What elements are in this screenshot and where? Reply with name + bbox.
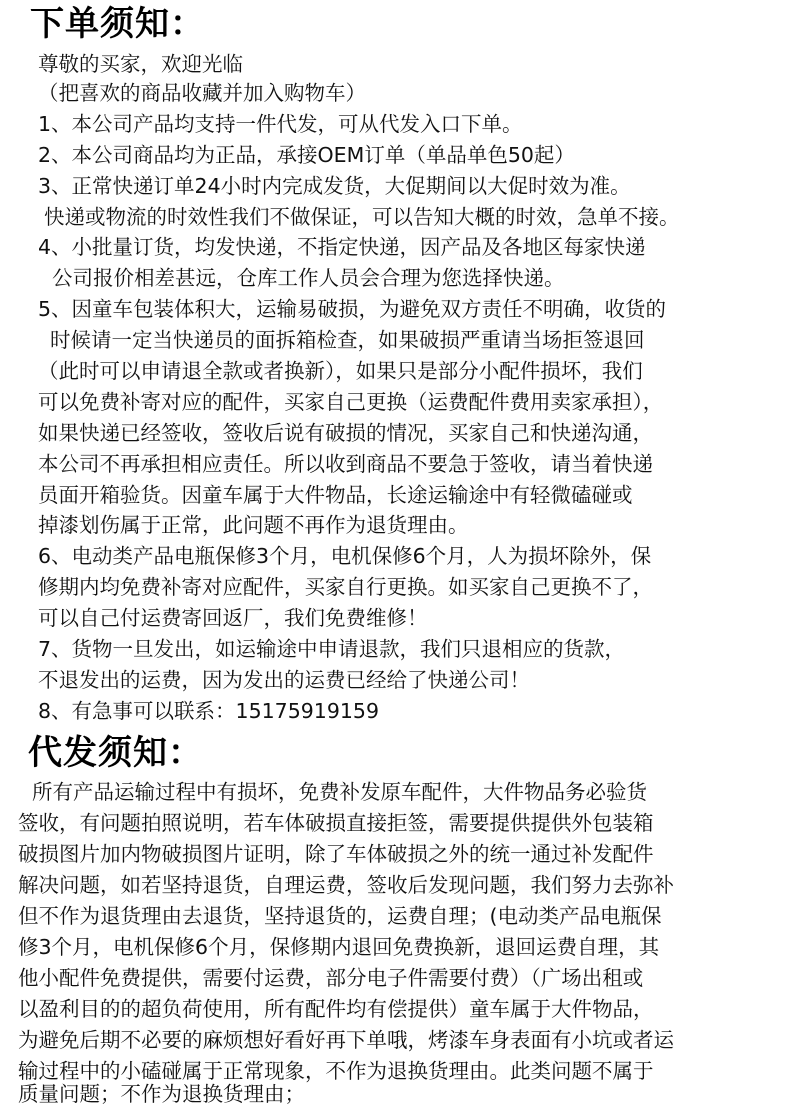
notice-line: 他小配件免费提供，需要付运费，部分电子件需要付费）（广场出租或 [18, 966, 644, 990]
notice-line: 解决问题，如若坚持退货，自理运费，签收后发现问题，我们努力去弥补 [18, 873, 674, 897]
contact-line: 8、有急事可以联系：15175919159 [38, 699, 380, 723]
notice-line: 可以自己付运费寄回返厂，我们免费维修！ [38, 606, 428, 630]
notice-line: 7、货物一旦发出，如运输途中申请退款，我们只退相应的货款， [38, 637, 626, 661]
notice-line: 3、正常快递订单24小时内完成发货，大促期间以大促时效为准。 [38, 174, 631, 198]
notice-line: 1、本公司产品均支持一件代发，可从代发入口下单。 [38, 112, 523, 136]
notice-line: 掉漆划伤属于正常，此问题不再作为退货理由。 [38, 513, 469, 537]
notice-line: 但不作为退货理由去退货，坚持退货的，运费自理；(电动类产品电瓶保 [18, 904, 662, 928]
notice-line: 4、小批量订货，均发快递，不指定快递，因产品及各地区每家快递 [38, 235, 646, 259]
notice-line: 质量问题；不作为退换货理由； [18, 1082, 305, 1106]
notice-line: 员面开箱验货。因童车属于大件物品，长途运输途中有轻微磕碰或 [38, 483, 633, 507]
notice-line: （此时可以申请退全款或者换新），如果只是部分小配件损坏，我们 [38, 359, 643, 383]
notice-line: 快递或物流的时效性我们不做保证，可以告知大概的时效，急单不接。 [44, 205, 680, 229]
notice-line: 时候请一定当快递员的面拆箱检查，如果破损严重请当场拒签退回 [50, 328, 645, 352]
notice-line: 所有产品运输过程中有损坏，免费补发原车配件，大件物品务必验货 [32, 780, 647, 804]
notice-line: 2、本公司商品均为正品，承接OEM订单（单品单色50起） [38, 143, 575, 167]
notice-line: 尊敬的买家，欢迎光临 [38, 52, 243, 76]
notice-line: 本公司不再承担相应责任。所以收到商品不要急于签收，请当着快递 [38, 452, 653, 476]
notice-line: 如果快递已经签收，签收后说有破损的情况，买家自己和快递沟通， [38, 421, 653, 445]
notice-line: 为避免后期不必要的麻烦想好看好再下单哦，烤漆车身表面有小坑或者运 [18, 1028, 674, 1052]
notice-line: （把喜欢的商品收藏并加入购物车） [38, 81, 366, 105]
dropship-notice-title: 代发须知： [28, 733, 203, 773]
notice-line: 修3个月，电机保修6个月，保修期内退回免费换新，退回运费自理，其 [18, 935, 660, 959]
notice-line: 公司报价相差甚远，仓库工作人员会合理为您选择快递。 [52, 266, 565, 290]
notice-line: 可以免费补寄对应的配件，买家自己更换（运费配件费用卖家承担）， [38, 390, 664, 414]
notice-line: 修期内均免费补寄对应配件，买家自行更换。如买家自己更换不了， [38, 575, 653, 599]
notice-line: 不退发出的运费，因为发出的运费已经给了快递公司！ [38, 668, 530, 692]
notice-line: 以盈利目的的超负荷使用，所有配件均有偿提供）童车属于大件物品， [18, 997, 654, 1021]
order-notice-title: 下单须知： [30, 4, 205, 44]
notice-line: 签收，有问题拍照说明，若车体破损直接拒签，需要提供提供外包装箱 [18, 811, 654, 835]
notice-line: 输过程中的小磕碰属于正常现象，不作为退换货理由。此类问题不属于 [18, 1059, 654, 1083]
notice-line: 6、电动类产品电瓶保修3个月，电机保修6个月，人为损坏除外，保 [38, 544, 652, 568]
notice-line: 破损图片加内物破损图片证明，除了车体破损之外的统一通过补发配件 [18, 842, 654, 866]
notice-line: 5、因童车包装体积大，运输易破损，为避免双方责任不明确，收货的 [38, 297, 667, 321]
